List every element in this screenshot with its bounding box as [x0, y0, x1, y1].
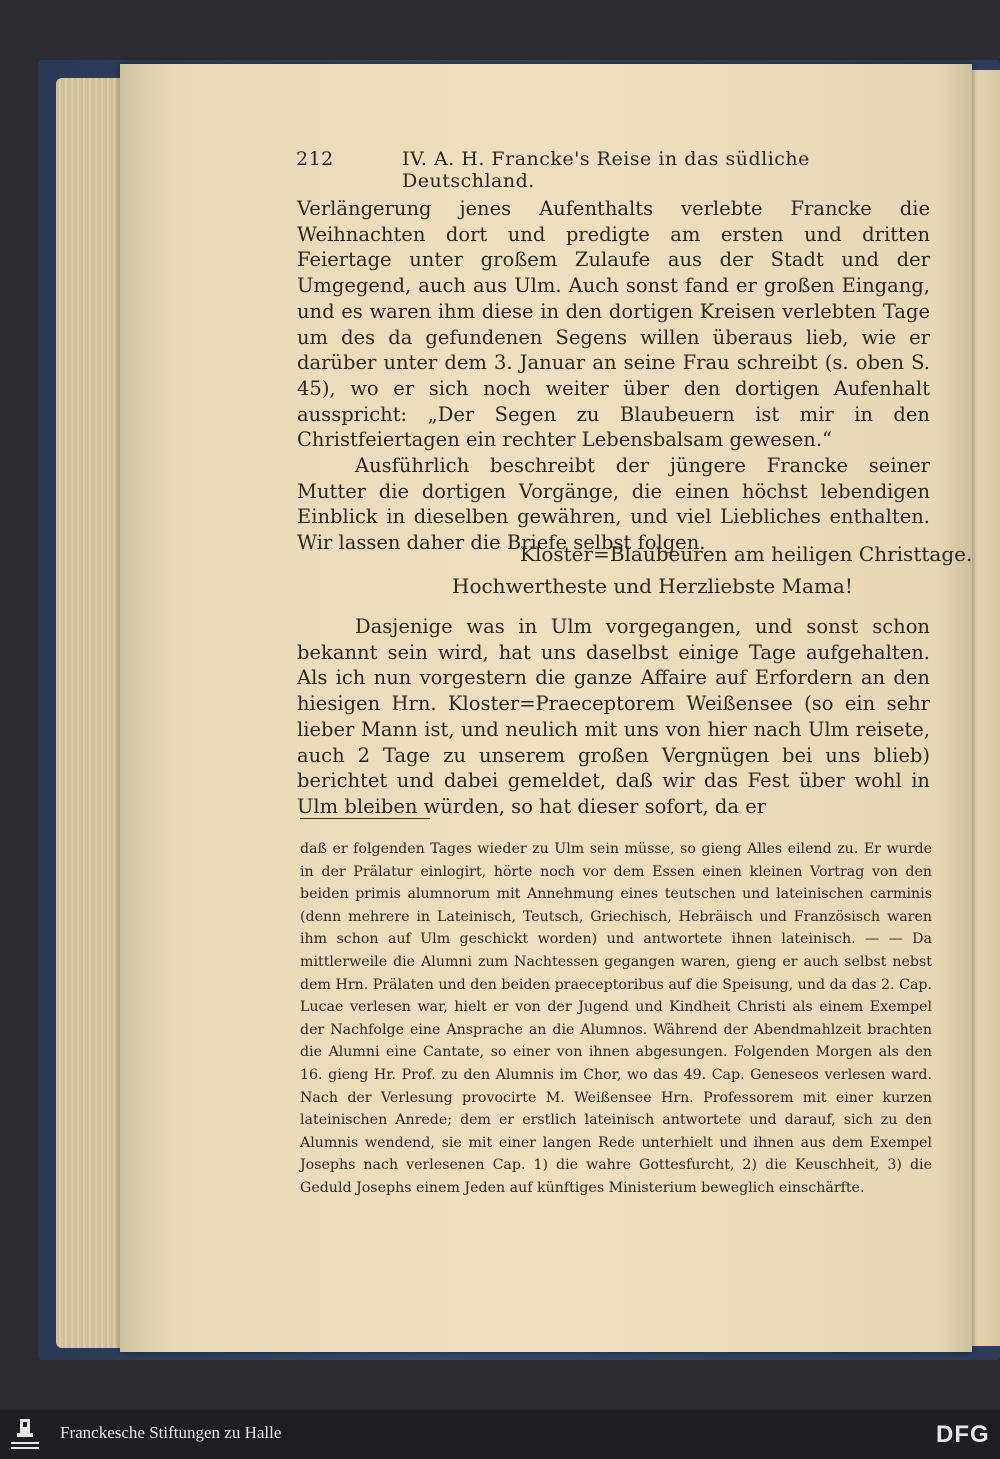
- institution-name[interactable]: Franckesche Stiftungen zu Halle: [60, 1423, 282, 1442]
- paragraph-1: Verlängerung jenes Aufenthalts verlebte Francke die Weihnachten dort und predigte am ersten und dritten Feiertage unter großem Zulaufe aus der Stadt und der Umgegend, auch aus Ulm. Auch sonst fand er großen Eingang, und es waren ihm diese in den dortigen Kreisen verlebten Tage um des da gefundenen Segens willen überaus lieb, wie er darüber unter dem 3. Januar an seine Frau schreibt (s. oben S. 45), wo er sich noch weiter über den dortigen Aufenhalt ausspricht: „Der Segen zu Blaubeuern ist mir in den Christfeiertagen ein rechter Lebensbalsam gewesen.“: [297, 197, 930, 452]
- paragraph-2: Ausführlich beschreibt der jüngere Francke seiner Mutter die dortigen Vorgänge, die einen höchst lebendigen Einblick in dieselben gewähren, und viel Liebliches enthalten. Wir lassen daher die Briefe selbst folgen.: [297, 454, 930, 555]
- running-head: IV. A. H. Francke's Reise in das südliche Deutschland.: [402, 148, 810, 192]
- letter-heading: Kloster=Blaubeuren am heiligen Christtage.: [520, 542, 973, 566]
- main-text-lower: [297, 614, 930, 820]
- page-number: 212: [296, 148, 334, 170]
- main-text-upper: [297, 196, 930, 556]
- letter-salutation: Hochwertheste und Herzliebste Mama!: [452, 574, 853, 598]
- viewer-footer: [0, 1410, 1000, 1459]
- footnote: daß er folgenden Tages wieder zu Ulm sein müsse, so gieng Alles eilend zu. Er wurde in der Prälatur einlogirt, hörte noch vor dem Essen einen kleinen Vortrag von den beiden primis alumnorum mit Annehmung eines teutschen und lateinischen carminis (denn mehrere in Lateinisch, Teutsch, Griechisch, Hebräisch und Französisch waren ihm schon auf Ulm geschickt worden) und antwortete ihnen lateinisch. — — Da mittlerweile die Alumni zum Nachtessen gegangen waren, gieng er auch selbst nebst dem Hrn. Prälaten und den beiden praeceptoribus auf die Speisung, und da das 2. Cap. Lucae verlesen war, hielt er von der Jugend und Kindheit Christi als einem Exempel der Nachfolge eine Ansprache an die Alumnos. Während der Abendmahlzeit brachten die Alumni eine Cantate, so einer von ihnen abgesungen. Folgenden Morgen als den 16. gieng Hr. Prof. zu den Alumnis im Chor, wo das 49. Cap. Geneseos verlesen ward. Nach der Verlesung provocirte M. Weißensee Hrn. Professorem mit einer kurzen lateinischen Anrede; dem er erstlich lateinisch antwortete und darauf, sich zu den Alumnis wendend, sie mit einer langen Rede unterhielt und ihnen aus dem Exempel Josephs nach verlesenen Cap. 1) die wahre Gottesfurcht, 2) die Keuschheit, 3) die Geduld Josephs einem Jeden auf künftiges Ministerium beweglich einschärfte.: [300, 841, 932, 1196]
- franckesche-stiftungen-logo[interactable]: [8, 1416, 42, 1454]
- footnote-rule: [300, 818, 430, 819]
- paragraph-3: Dasjenige was in Ulm vorgegangen, und sonst schon bekannt sein wird, hat uns daselbst einige Tage aufgehalten. Als ich nun vorgestern die ganze Affaire auf Erfordern an den hiesigen Hrn. Kloster=Praeceptorem Weißensee (so ein sehr lieber Mann ist, und neulich mit uns von hier nach Ulm reisete, auch 2 Tage zu unserem großen Vergnügen bei uns blieb) berichtet und dabei gemeldet, daß wir das Fest über wohl in Ulm bleiben würden, so hat dieser sofort, da er: [297, 615, 930, 818]
- dfg-logo[interactable]: DFG: [936, 1421, 990, 1448]
